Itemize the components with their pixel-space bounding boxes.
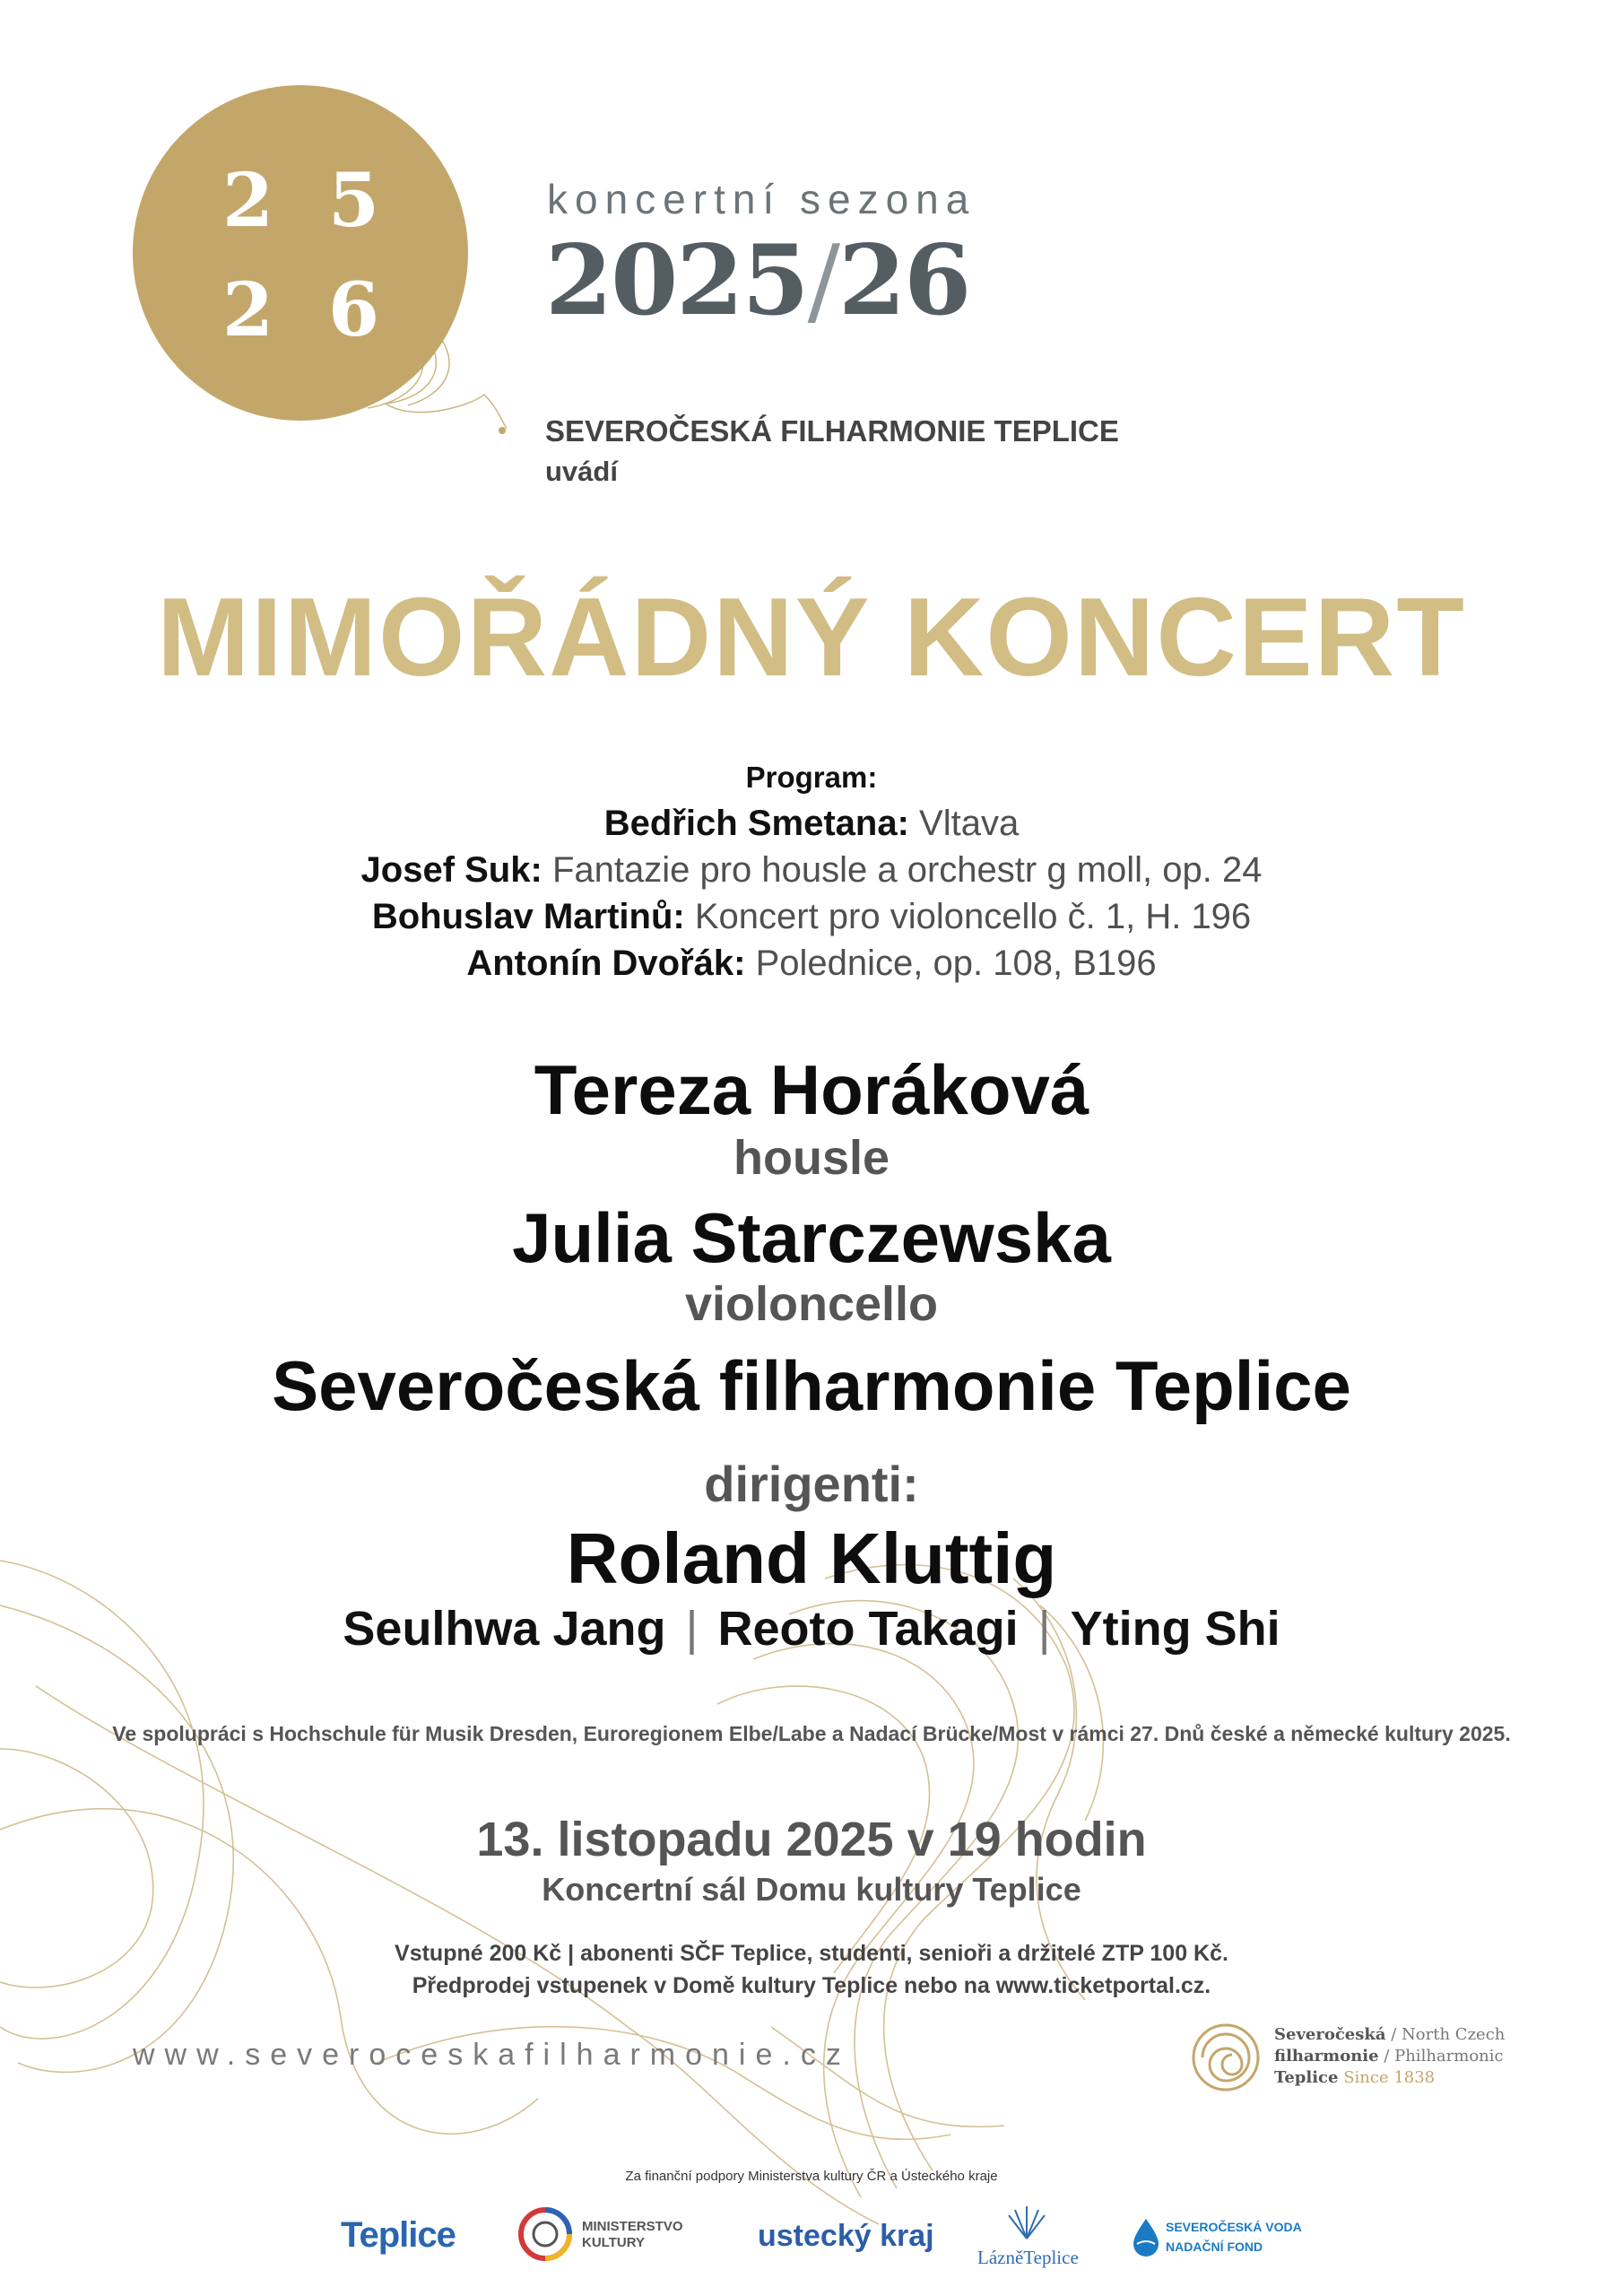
program-item [0,940,1623,987]
performer-instrument: housle [733,1131,890,1185]
performer-instrument: violoncello [684,1277,939,1331]
season-year-start: 2025 [545,224,808,337]
logo-text-cz: filharmonie [1274,2047,1379,2066]
assistant-conductors [0,1601,1623,1657]
water-text-line: SEVEROČESKÁ VODA [1166,2220,1302,2234]
work: Koncert pro violoncello č. 1, H. 196 [694,897,1252,936]
composer: Antonín Dvořák: [466,944,746,983]
work: Polednice, op. 108, B196 [755,944,1157,983]
composer: Bedřich Smetana: [603,804,909,843]
main-conductor: Roland Kluttig [566,1518,1057,1598]
water-text-line: NADAČNÍ FOND [1166,2239,1263,2254]
ticket-price: Vstupné 200 Kč | abonenti SČF Teplice, studenti, senioři a držitelé ZTP 100 Kč. [395,1941,1228,1966]
program-heading: Program: [745,761,878,794]
logo-text-cz: Severočeská [1274,2025,1386,2044]
performer-name: Tereza Horáková [534,1050,1089,1129]
website-link[interactable]: www.severoceskafilharmonie.cz [133,2038,851,2072]
ministry-text: MINISTERSTVO KULTURY [582,2219,683,2250]
spa-text: LázněTeplice [977,2247,1079,2268]
work: Fantazie pro housle a orchestr g moll, op. 24 [551,850,1263,890]
sponsor-water-logo [1132,2217,1302,2261]
conductors-label: dirigenti: [704,1456,919,1512]
season-caption: koncertní sezona [547,176,976,222]
event-date: 13. listopadu 2025 v 19 hodin [476,1813,1147,1866]
presenter-name: SEVEROČESKÁ FILHARMONIE TEPLICE [545,414,1119,448]
assistant-conductor: Seulhwa Jang [343,1602,666,1656]
ticket-presale: Předprodej vstupenek v Domě kultury Teplice nebo na www.ticketportal.cz. [412,1973,1211,1998]
season-year-end: 26 [838,224,970,337]
badge-digit: 2 [222,267,274,353]
ministry-icon [517,2206,573,2262]
program-item [0,847,1623,893]
assistant-conductor: Yting Shi [1070,1602,1280,1656]
program-item [0,893,1623,940]
water-drop-icon [1132,2217,1160,2257]
logo-text-cz: Teplice [1274,2068,1339,2087]
composer: Josef Suk: [360,850,542,890]
sponsor-region-logo: ustecký kraj [758,2219,934,2253]
water-text [1166,2217,1302,2257]
spa-icon [1004,2205,1049,2240]
sponsor-spa-logo [977,2205,1079,2269]
season-years [545,224,969,337]
logo-text-en: / North Czech [1385,2025,1506,2044]
season-badge [133,85,468,421]
badge-digit: 5 [328,158,380,244]
separator: | [685,1602,699,1656]
page-title: MIMOŘÁDNÝ KONCERT [157,576,1466,700]
sponsor-teplice-logo: Teplice [341,2215,456,2255]
work: Vltava [919,804,1020,843]
composer: Bohuslav Martinů: [371,897,685,936]
support-note: Za finanční podpory Ministerstva kultury ČR a Ústeckého kraje [625,2169,998,2184]
logo-text-en: / Philharmonic [1378,2047,1504,2066]
badge-digit: 6 [328,267,380,353]
program-list [0,800,1623,987]
orchestra-name: Severočeská filharmonie Teplice [272,1346,1351,1425]
performer-name: Julia Starczewska [512,1198,1111,1277]
season-slash: / [807,225,838,337]
program-item [0,800,1623,847]
logo-since: Since 1838 [1338,2068,1436,2087]
spiral-icon [1188,2020,1263,2095]
badge-digit: 2 [222,158,274,244]
assistant-conductor: Reoto Takagi [717,1602,1019,1656]
presenter-verb: uvádí [545,456,618,487]
separator: | [1037,1602,1051,1656]
cooperation-note: Ve spolupráci s Hochschule für Musik Dresden, Euroregionem Elbe/Labe a Nadací Brücke/Most v rámci 27. Dnů české a německé kultury 2025. [112,1722,1511,1745]
orchestra-logo [1188,2020,1529,2100]
sponsor-ministry-logo [517,2206,683,2266]
event-venue: Koncertní sál Domu kultury Teplice [542,1871,1081,1908]
